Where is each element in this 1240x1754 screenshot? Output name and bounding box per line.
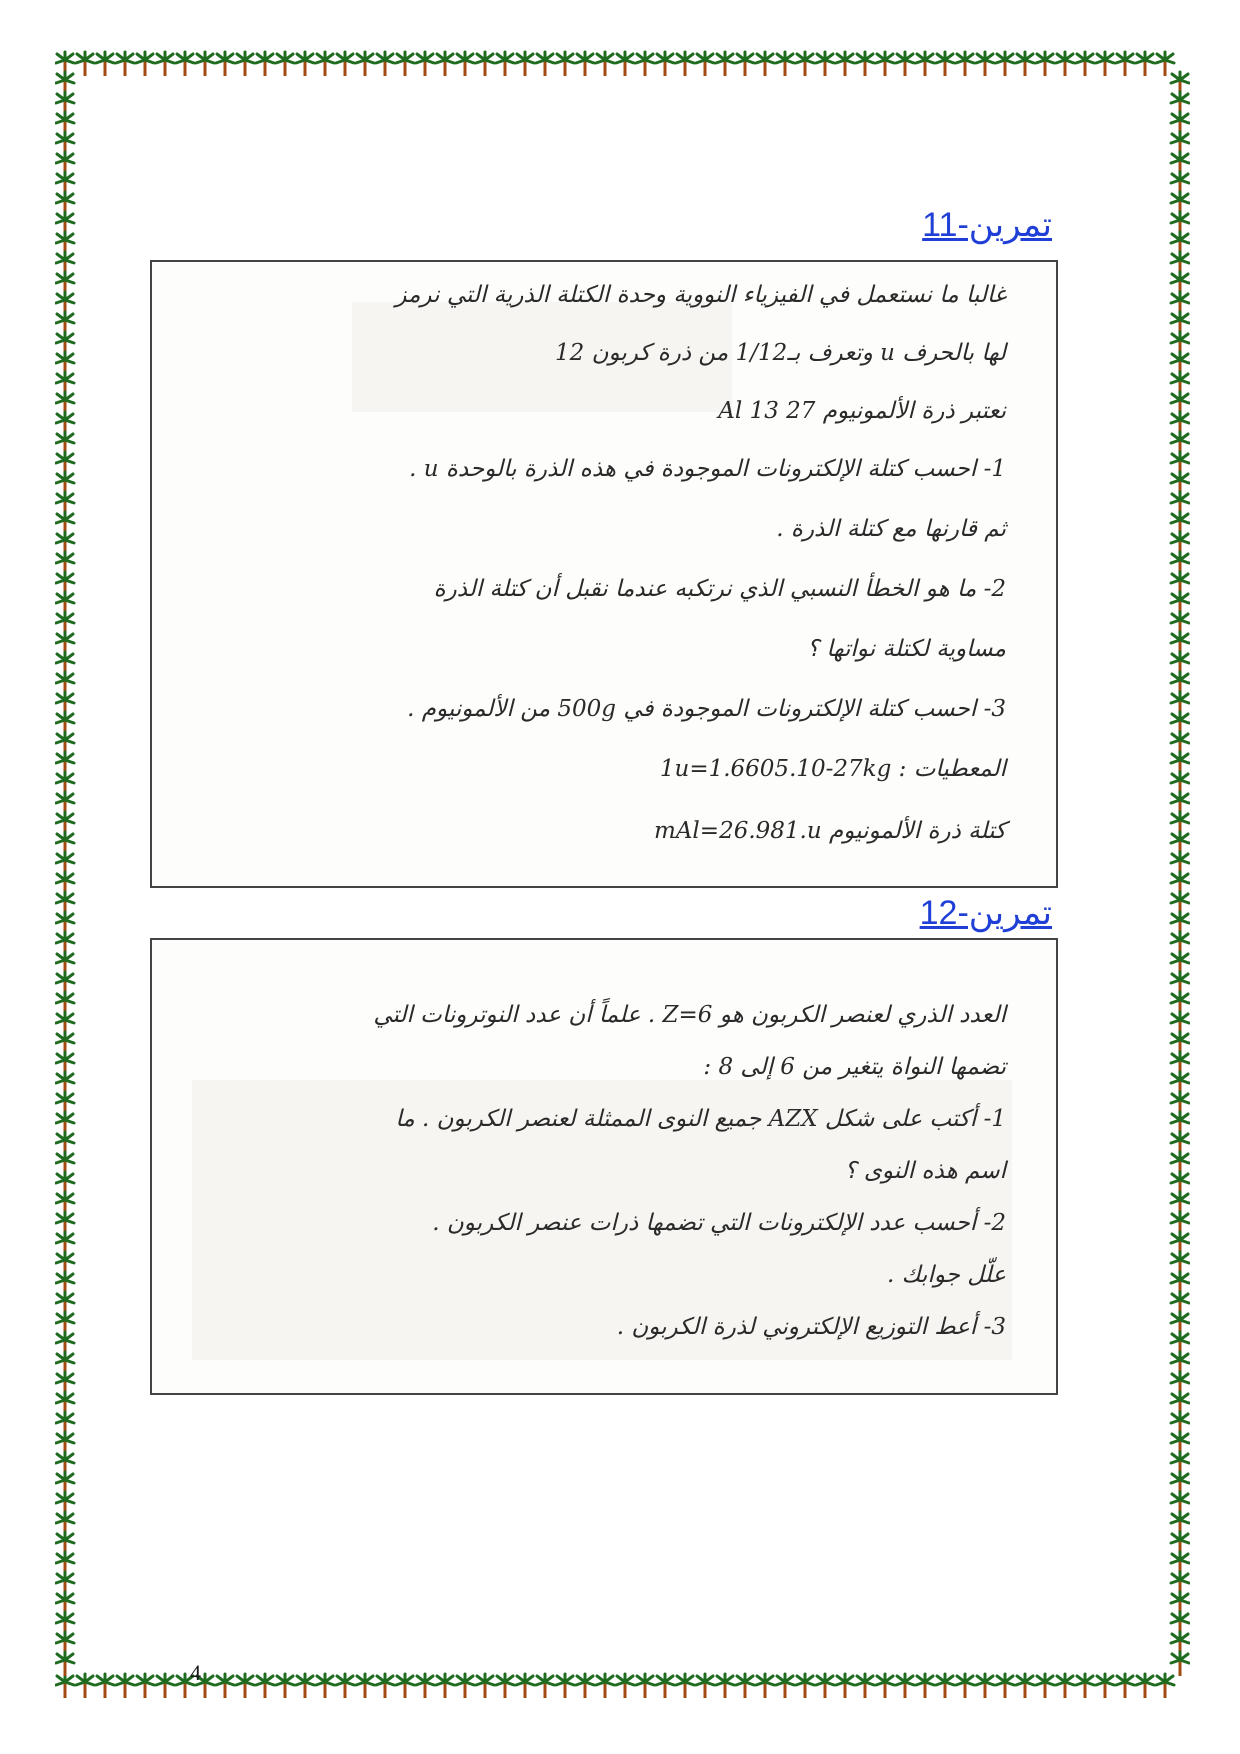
palm-icon bbox=[796, 1674, 814, 1698]
palm-icon bbox=[196, 52, 214, 76]
palm-icon bbox=[696, 52, 714, 76]
exercise-11-heading: تمرين-11 bbox=[922, 206, 1052, 244]
palm-icon bbox=[696, 1674, 714, 1698]
palm-icon bbox=[156, 1674, 174, 1698]
palm-icon bbox=[776, 52, 794, 76]
palm-icon bbox=[116, 1674, 134, 1698]
ex12-line-1: العدد الذري لعنصر الكربون هو Z=6 . علماً أن عدد النوترونات التي bbox=[373, 1002, 1006, 1028]
palm-icon bbox=[416, 1674, 434, 1698]
palm-icon bbox=[1171, 1652, 1189, 1676]
ex11-question-1-b: ثم قارنها مع كتلة الذرة . bbox=[776, 516, 1006, 542]
palm-icon bbox=[256, 1674, 274, 1698]
palm-icon bbox=[436, 1674, 454, 1698]
palm-icon bbox=[856, 1674, 874, 1698]
palm-icon bbox=[76, 1674, 94, 1698]
palm-icon bbox=[1116, 52, 1134, 76]
palm-icon bbox=[736, 52, 754, 76]
palm-icon bbox=[1156, 1674, 1174, 1698]
palm-icon bbox=[356, 52, 374, 76]
palm-icon bbox=[376, 1674, 394, 1698]
palm-icon bbox=[636, 1674, 654, 1698]
palm-icon bbox=[376, 52, 394, 76]
palm-icon bbox=[1136, 1674, 1154, 1698]
exercise-12-heading: تمرين-12 bbox=[919, 894, 1052, 932]
palm-icon bbox=[816, 52, 834, 76]
palm-icon bbox=[556, 52, 574, 76]
palm-icon bbox=[776, 1674, 794, 1698]
ex12-question-2-b: علّل جوابك . bbox=[887, 1262, 1006, 1288]
palm-icon bbox=[236, 52, 254, 76]
palm-icon bbox=[756, 52, 774, 76]
palm-icon bbox=[256, 52, 274, 76]
palm-icon bbox=[136, 52, 154, 76]
palm-icon bbox=[556, 1674, 574, 1698]
palm-icon bbox=[996, 1674, 1014, 1698]
palm-icon bbox=[956, 1674, 974, 1698]
ex11-line-1: غالبا ما نستعمل في الفيزياء النووية وحدة الكتلة الذرية التي نرمز bbox=[395, 282, 1006, 308]
palm-icon bbox=[576, 52, 594, 76]
palm-icon bbox=[296, 1674, 314, 1698]
palm-icon bbox=[576, 1674, 594, 1698]
palm-icon bbox=[756, 1674, 774, 1698]
palm-icon bbox=[236, 1674, 254, 1698]
palm-icon bbox=[136, 1674, 154, 1698]
palm-icon bbox=[836, 1674, 854, 1698]
palm-icon bbox=[916, 1674, 934, 1698]
palm-icon bbox=[1036, 52, 1054, 76]
palm-icon bbox=[356, 1674, 374, 1698]
palm-icon bbox=[1076, 52, 1094, 76]
palm-icon bbox=[216, 52, 234, 76]
palm-icon bbox=[536, 52, 554, 76]
ex12-question-2: 2- أحسب عدد الإلكترونات التي تضمها ذرات عنصر الكربون . bbox=[432, 1210, 1006, 1236]
ex12-question-1-b: اسم هذه النوى ؟ bbox=[844, 1158, 1006, 1184]
page-number: 4 bbox=[190, 1660, 201, 1685]
palm-icon bbox=[816, 1674, 834, 1698]
palm-icon bbox=[1016, 52, 1034, 76]
palm-icon bbox=[836, 52, 854, 76]
palm-icon bbox=[396, 52, 414, 76]
palm-icon bbox=[316, 52, 334, 76]
palm-icon bbox=[516, 52, 534, 76]
palm-icon bbox=[116, 52, 134, 76]
palm-icon bbox=[536, 1674, 554, 1698]
palm-icon bbox=[716, 1674, 734, 1698]
palm-icon bbox=[496, 52, 514, 76]
palm-icon bbox=[896, 52, 914, 76]
palm-icon bbox=[176, 52, 194, 76]
palm-icon bbox=[456, 52, 474, 76]
ex12-question-3: 3- أعط التوزيع الإلكتروني لذرة الكربون . bbox=[616, 1314, 1006, 1340]
ex11-question-3: 3- احسب كتلة الإلكترونات الموجودة في 500g من الألمونيوم . bbox=[407, 696, 1006, 722]
palm-icon bbox=[1016, 1674, 1034, 1698]
palm-icon bbox=[1096, 52, 1114, 76]
ex11-line-2: لها بالحرف u وتعرف بـ1/12 من ذرة كربون 12 bbox=[554, 340, 1006, 366]
palm-icon bbox=[796, 52, 814, 76]
ex12-question-1: 1- أكتب على شكل AZX جميع النوى الممثلة لعنصر الكربون . ما bbox=[395, 1106, 1006, 1132]
palm-icon bbox=[1056, 52, 1074, 76]
palm-icon bbox=[996, 52, 1014, 76]
palm-icon bbox=[456, 1674, 474, 1698]
palm-icon bbox=[396, 1674, 414, 1698]
ex11-given-unit: المعطيات : 1u=1.6605.10-27kg bbox=[659, 756, 1006, 782]
palm-icon bbox=[1136, 52, 1154, 76]
palm-icon bbox=[676, 1674, 694, 1698]
palm-icon bbox=[676, 52, 694, 76]
palm-icon bbox=[1156, 52, 1174, 76]
palm-icon bbox=[736, 1674, 754, 1698]
exercise-12-box bbox=[150, 938, 1058, 1395]
palm-icon bbox=[616, 1674, 634, 1698]
palm-icon bbox=[916, 52, 934, 76]
palm-icon bbox=[56, 1674, 74, 1698]
palm-icon bbox=[496, 1674, 514, 1698]
ex12-line-2: تضمها النواة يتغير من 6 إلى 8 : bbox=[703, 1054, 1006, 1080]
palm-icon bbox=[876, 1674, 894, 1698]
ex11-given-mass: كتلة ذرة الألمونيوم mAl=26.981.u bbox=[654, 818, 1006, 844]
ex11-question-2: 2- ما هو الخطأ النسبي الذي نرتكبه عندما نقبل أن كتلة الذرة bbox=[433, 576, 1006, 602]
palm-icon bbox=[76, 52, 94, 76]
palm-icon bbox=[1076, 1674, 1094, 1698]
palm-icon bbox=[636, 52, 654, 76]
palm-icon bbox=[1116, 1674, 1134, 1698]
ex11-question-2-b: مساوية لكتلة نواتها ؟ bbox=[806, 636, 1006, 662]
palm-icon bbox=[616, 52, 634, 76]
palm-icon bbox=[936, 52, 954, 76]
ex11-question-1: 1- احسب كتلة الإلكترونات الموجودة في هذه الذرة بالوحدة u . bbox=[409, 456, 1006, 482]
palm-icon bbox=[856, 52, 874, 76]
palm-icon bbox=[276, 1674, 294, 1698]
palm-icon bbox=[596, 1674, 614, 1698]
palm-icon bbox=[296, 52, 314, 76]
palm-icon bbox=[516, 1674, 534, 1698]
palm-icon bbox=[716, 52, 734, 76]
palm-icon bbox=[436, 52, 454, 76]
palm-icon bbox=[1056, 1674, 1074, 1698]
palm-icon bbox=[896, 1674, 914, 1698]
palm-icon bbox=[476, 1674, 494, 1698]
palm-icon bbox=[96, 1674, 114, 1698]
palm-icon bbox=[656, 1674, 674, 1698]
palm-icon bbox=[976, 1674, 994, 1698]
palm-icon bbox=[956, 52, 974, 76]
palm-icon bbox=[96, 52, 114, 76]
palm-icon bbox=[56, 1652, 74, 1676]
palm-icon bbox=[216, 1674, 234, 1698]
palm-icon bbox=[336, 1674, 354, 1698]
palm-icon bbox=[936, 1674, 954, 1698]
palm-icon bbox=[476, 52, 494, 76]
palm-icon bbox=[336, 52, 354, 76]
palm-icon bbox=[156, 52, 174, 76]
exercise-11-box bbox=[150, 260, 1058, 888]
palm-icon bbox=[316, 1674, 334, 1698]
palm-icon bbox=[656, 52, 674, 76]
palm-icon bbox=[596, 52, 614, 76]
palm-icon bbox=[1036, 1674, 1054, 1698]
palm-icon bbox=[876, 52, 894, 76]
palm-icon bbox=[416, 52, 434, 76]
ex11-line-3: نعتبر ذرة الألمونيوم 27 13 Al bbox=[718, 398, 1006, 424]
palm-icon bbox=[1096, 1674, 1114, 1698]
palm-icon bbox=[976, 52, 994, 76]
palm-icon bbox=[276, 52, 294, 76]
